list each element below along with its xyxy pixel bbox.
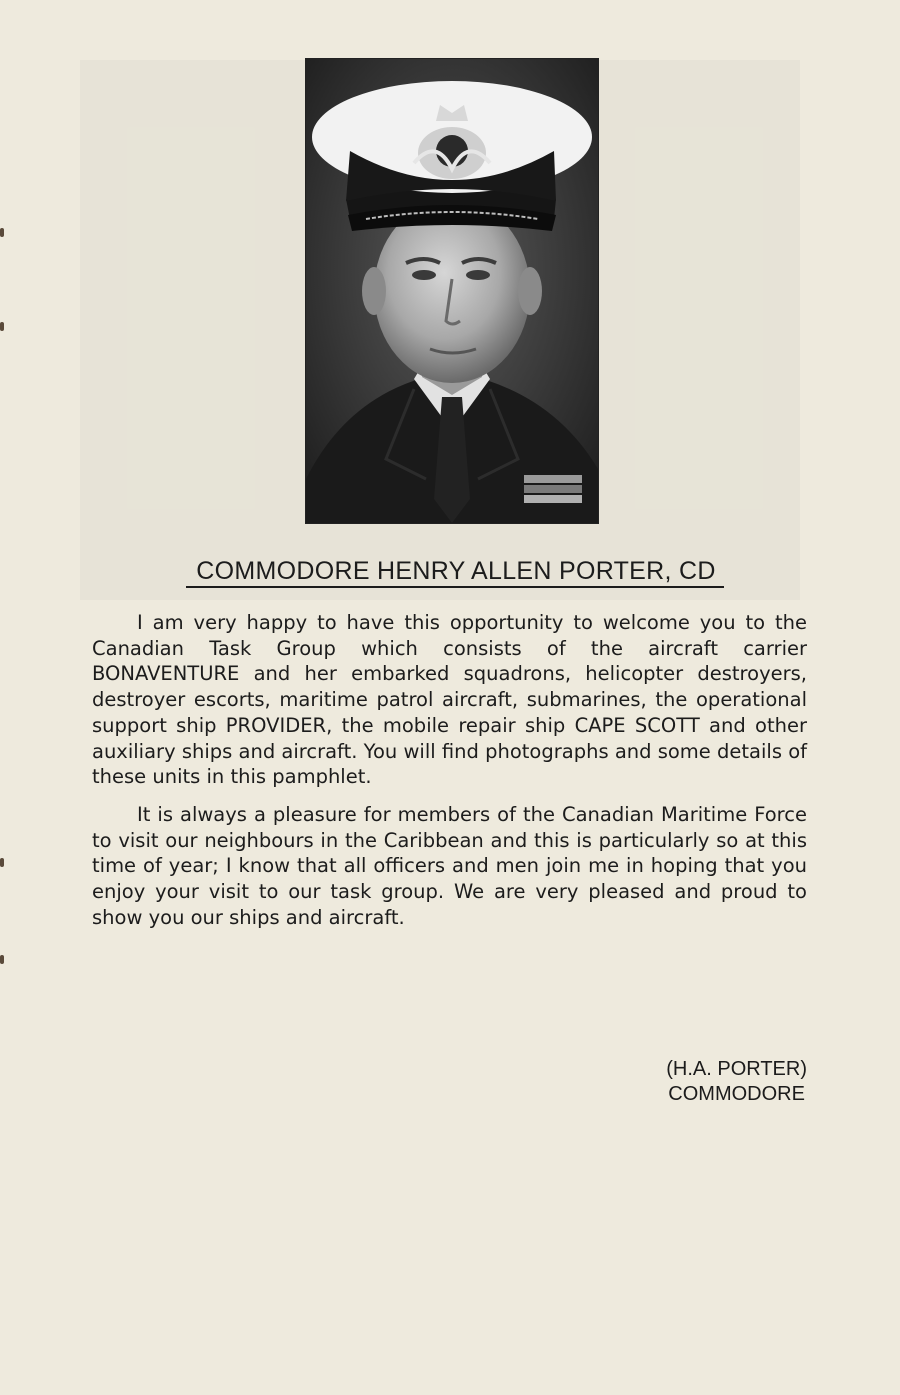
title-underline [186,586,724,588]
signatory-rank: COMMODORE [668,1083,805,1105]
signatory-name: (H.A. PORTER) [666,1058,807,1080]
paragraph: It is always a pleasure for members of the Canadian Maritime Force to visit our neighbours in the Caribbean and this is particularly so at this time of year; I know that all officers and men join me in hoping that you enjoy your visit to our task group. We are very pleased and proud to show you our ships and aircraft. [92,802,807,929]
page-title: COMMODORE HENRY ALLEN PORTER, CD [196,557,716,585]
staple-mark [0,322,4,331]
paragraph: I am very happy to have this opportunity to welcome you to the Canadian Task Group which consists of the aircraft carrier BONAVENTURE and her embarked squadrons, helicopter destroyers, destroyer escorts, maritime patrol aircraft, submarines, the operational support ship PROVIDER, the mobile repair ship CAPE SCOTT and other auxiliary ships and aircraft. You will find photographs and some details of these units in this pamphlet. [92,611,807,789]
staple-mark [0,858,4,867]
portrait-photo [305,58,599,524]
staple-mark [0,955,4,964]
staple-mark [0,228,4,237]
welcome-message [92,610,807,930]
signature-block [666,1057,807,1107]
